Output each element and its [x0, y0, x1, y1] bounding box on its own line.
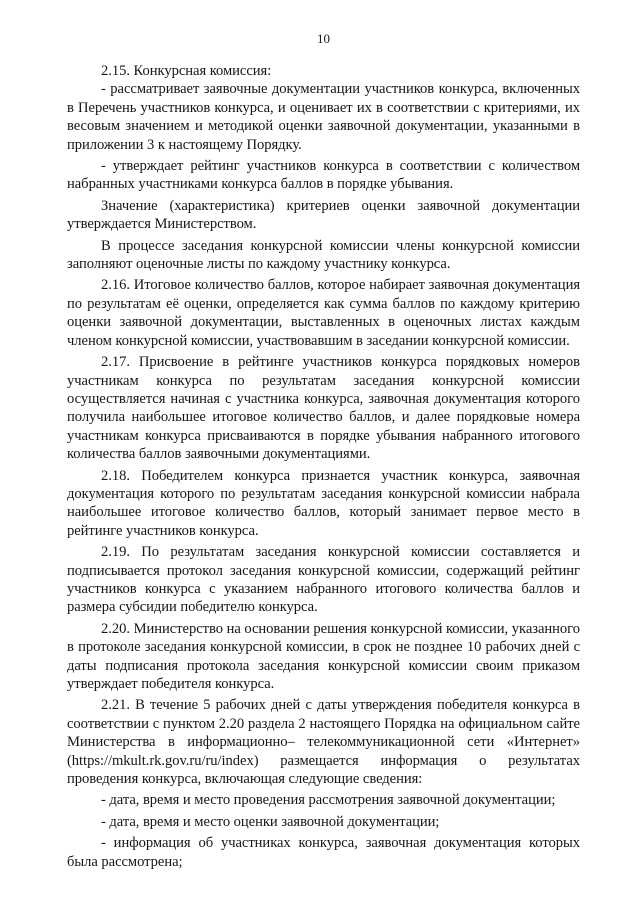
paragraph-2-19: 2.19. По результатам заседания конкурсной комиссии составляется и подписывается протокол заседания конкурсной комиссии, содержащий рейтинг участников конкурса с указанием набранного итогового количества баллов и размера субсидии победителю конкурса. [67, 544, 580, 616]
paragraph-2-15-heading: 2.15. Конкурсная комиссия: [101, 63, 272, 79]
paragraph-2-18: 2.18. Победителем конкурса признается участник конкурса, заявочная документация которого по результатам заседания конкурсной комиссии набрала наибольшее итоговое количество баллов, который занимает первое место в рейтинге участников конкурса. [67, 467, 580, 539]
paragraph-evaluation-sheets: В процессе заседания конкурсной комиссии члены конкурсной комиссии заполняют оценочные листы по каждому участнику конкурса. [67, 237, 580, 273]
paragraph-2-20: 2.20. Министерство на основании решения конкурсной комиссии, указанного в протоколе заседания конкурсной комиссии, в срок не позднее 10 рабочих дней с даты подписания протокола заседания конкурсной комиссии своим приказом утверждает победителя конкурса. [67, 620, 580, 692]
list-item-review-date: - дата, время и место проведения рассмотрения заявочной документации; [101, 792, 556, 809]
paragraph-commission-reviews: - рассматривает заявочные документации участников конкурса, включенных в Перечень участников конкурса, и оценивает их в соответствии с критериями, их весовым значением и методикой оценки заявочной документации, указанными в приложении 3 к настоящему Порядку. [67, 81, 580, 153]
paragraph-2-16: 2.16. Итоговое количество баллов, которое набирает заявочная документация по результатам её оценки, определяется как сумма баллов по каждому критерию оценки заявочной документации, выставленных в оценочных листах каждым членом конкурсной комиссии, участвовавшим в заседании конкурсной комиссии. [67, 277, 580, 349]
list-item-evaluation-date: - дата, время и место оценки заявочной документации; [101, 813, 440, 830]
paragraph-2-17: 2.17. Присвоение в рейтинге участников конкурса порядковых номеров участникам конкурса по результатам заседания конкурсной комиссии осуществляется начиная с участника конкурса, заявочная документация которого получила наибольшее итоговое количество баллов, и далее порядковые номера участникам конкурса присваиваются в порядке убывания набранного итогового количества баллов заявочными документациями. [67, 354, 580, 463]
document-body [67, 62, 580, 871]
paragraph-2-21: 2.21. В течение 5 рабочих дней с даты утверждения победителя конкурса в соответствии с пунктом 2.20 раздела 2 настоящего Порядка на официальном сайте Министерства в информационно– телекоммуникационной сети «Интернет» (https://mkult.rk.gov.ru/ru/index) размещается информация о результатах проведения конкурса, включающая следующие сведения: [67, 697, 580, 788]
paragraph-criteria-value: Значение (характеристика) критериев оценки заявочной документации утверждается Министерством. [67, 197, 580, 233]
paragraph-commission-approves-rating: - утверждает рейтинг участников конкурса в соответствии с количеством набранных участниками конкурса баллов в порядке убывания. [67, 158, 580, 193]
list-item-participants-info: - информация об участниках конкурса, заявочная документация которых была рассмотрена; [67, 835, 580, 870]
page-number: 10 [317, 31, 330, 46]
